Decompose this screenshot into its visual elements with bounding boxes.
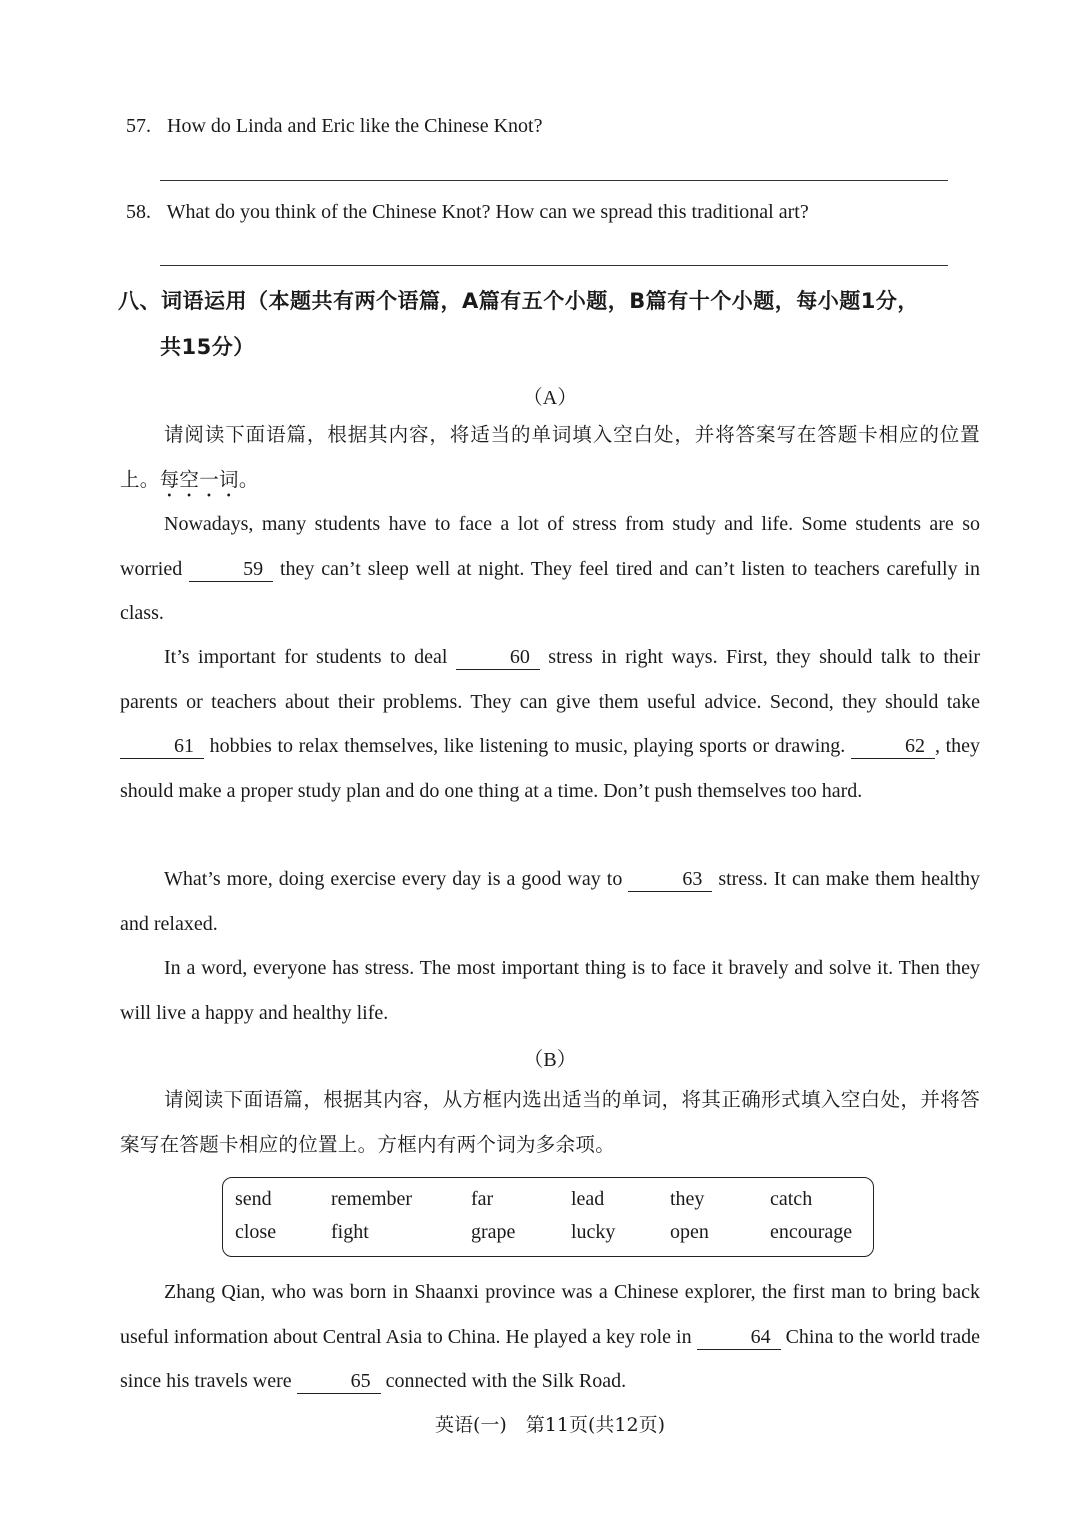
part-b-label: （B）: [523, 1049, 577, 1071]
part-a-paragraph-1: [120, 502, 980, 636]
word-option: they: [670, 1188, 705, 1210]
blank-65: 65: [297, 1369, 381, 1394]
answer-line-58: [160, 265, 948, 266]
paragraph-text: stress in right ways. First, they should talk to their parents or teachers about their problems. They can give them useful advice. Second, they should take: [120, 646, 980, 713]
word-option: lead: [571, 1188, 605, 1210]
word-option: encourage: [770, 1221, 853, 1243]
blank-60: 60: [456, 645, 540, 670]
paragraph-text: hobbies to relax themselves, like listening to music, playing sports or drawing.: [204, 735, 851, 757]
question-text: How do Linda and Eric like the Chinese Knot?: [167, 115, 543, 137]
part-a-label: （A）: [522, 387, 578, 409]
question-number: 58.: [126, 201, 151, 223]
paragraph-text: What’s more, doing exercise every day is a good way to: [164, 868, 629, 890]
word-option: open: [670, 1221, 709, 1243]
part-a-paragraph-3: [120, 857, 980, 946]
word-option: far: [471, 1188, 494, 1210]
word-box: [222, 1177, 874, 1257]
part-a-paragraph-4: In a word, everyone has stress. The most important thing is to face it bravely and solve it. Then they will live a happy and healthy life.: [120, 957, 980, 1024]
word-option: remember: [331, 1188, 413, 1210]
blank-59: 59: [189, 557, 273, 582]
part-b-instruction: 请阅读下面语篇，根据其内容，从方框内选出适当的单词，将其正确形式填入空白处，并将答案写在答题卡相应的位置上。方框内有两个词为多余项。: [120, 1088, 980, 1156]
word-option: lucky: [571, 1221, 616, 1243]
word-option: close: [235, 1221, 277, 1243]
paragraph-text: , they should make a proper study plan and do one thing at a time. Don’t push themselves too hard.: [120, 735, 980, 802]
question-58: [126, 201, 809, 224]
section-heading: [118, 278, 988, 370]
section-title-line1: 八、词语运用（本题共有两个语篇，A篇有五个小题，B篇有十个小题，每小题1分，: [118, 289, 919, 313]
word-option: grape: [471, 1221, 516, 1243]
blank-63: 63: [628, 867, 712, 892]
paragraph-text: China to the world trade since his travels were: [120, 1325, 980, 1392]
part-b-paragraph-1: [120, 1270, 980, 1404]
paragraph-text: connected with the Silk Road.: [380, 1370, 627, 1392]
blank-64: 64: [697, 1325, 781, 1350]
paragraph-text: It’s important for students to deal: [164, 646, 456, 668]
instruction-text: 请阅读下面语篇，根据其内容，将适当的单词填入空白处，并将答案写在答题卡相应的位置上。: [120, 423, 980, 491]
blank-62: 62: [851, 734, 935, 759]
paragraph-text: stress. It can make them healthy and relaxed.: [120, 868, 980, 935]
blank-61: 61: [120, 734, 204, 759]
word-option: catch: [770, 1188, 813, 1210]
question-text: What do you think of the Chinese Knot? How can we spread this traditional art?: [166, 201, 809, 223]
instruction-emphasis: 每空一词: [159, 467, 239, 491]
question-number: 57.: [126, 115, 151, 137]
part-a-paragraph-2: [120, 635, 980, 813]
paragraph-text: Zhang Qian, who was born in Shaanxi province was a Chinese explorer, the first man to bring back useful information about Central Asia to China. He played a key role in: [120, 1281, 980, 1348]
page-footer: 英语(一) 第11页(共12页): [434, 1414, 665, 1436]
word-option: send: [235, 1188, 272, 1210]
answer-line-57: [160, 180, 948, 181]
instruction-end: 。: [238, 467, 259, 491]
part-a-instruction: [120, 413, 980, 502]
paragraph-text: they can’t sleep well at night. They feel tired and can’t listen to teachers carefully in class.: [120, 557, 980, 624]
section-title-line2: 共15分）: [160, 335, 255, 359]
paragraph-text: Nowadays, many students have to face a lot of stress from study and life. Some students are so worried: [120, 513, 980, 580]
question-57: [126, 115, 542, 138]
word-option: fight: [331, 1221, 369, 1243]
